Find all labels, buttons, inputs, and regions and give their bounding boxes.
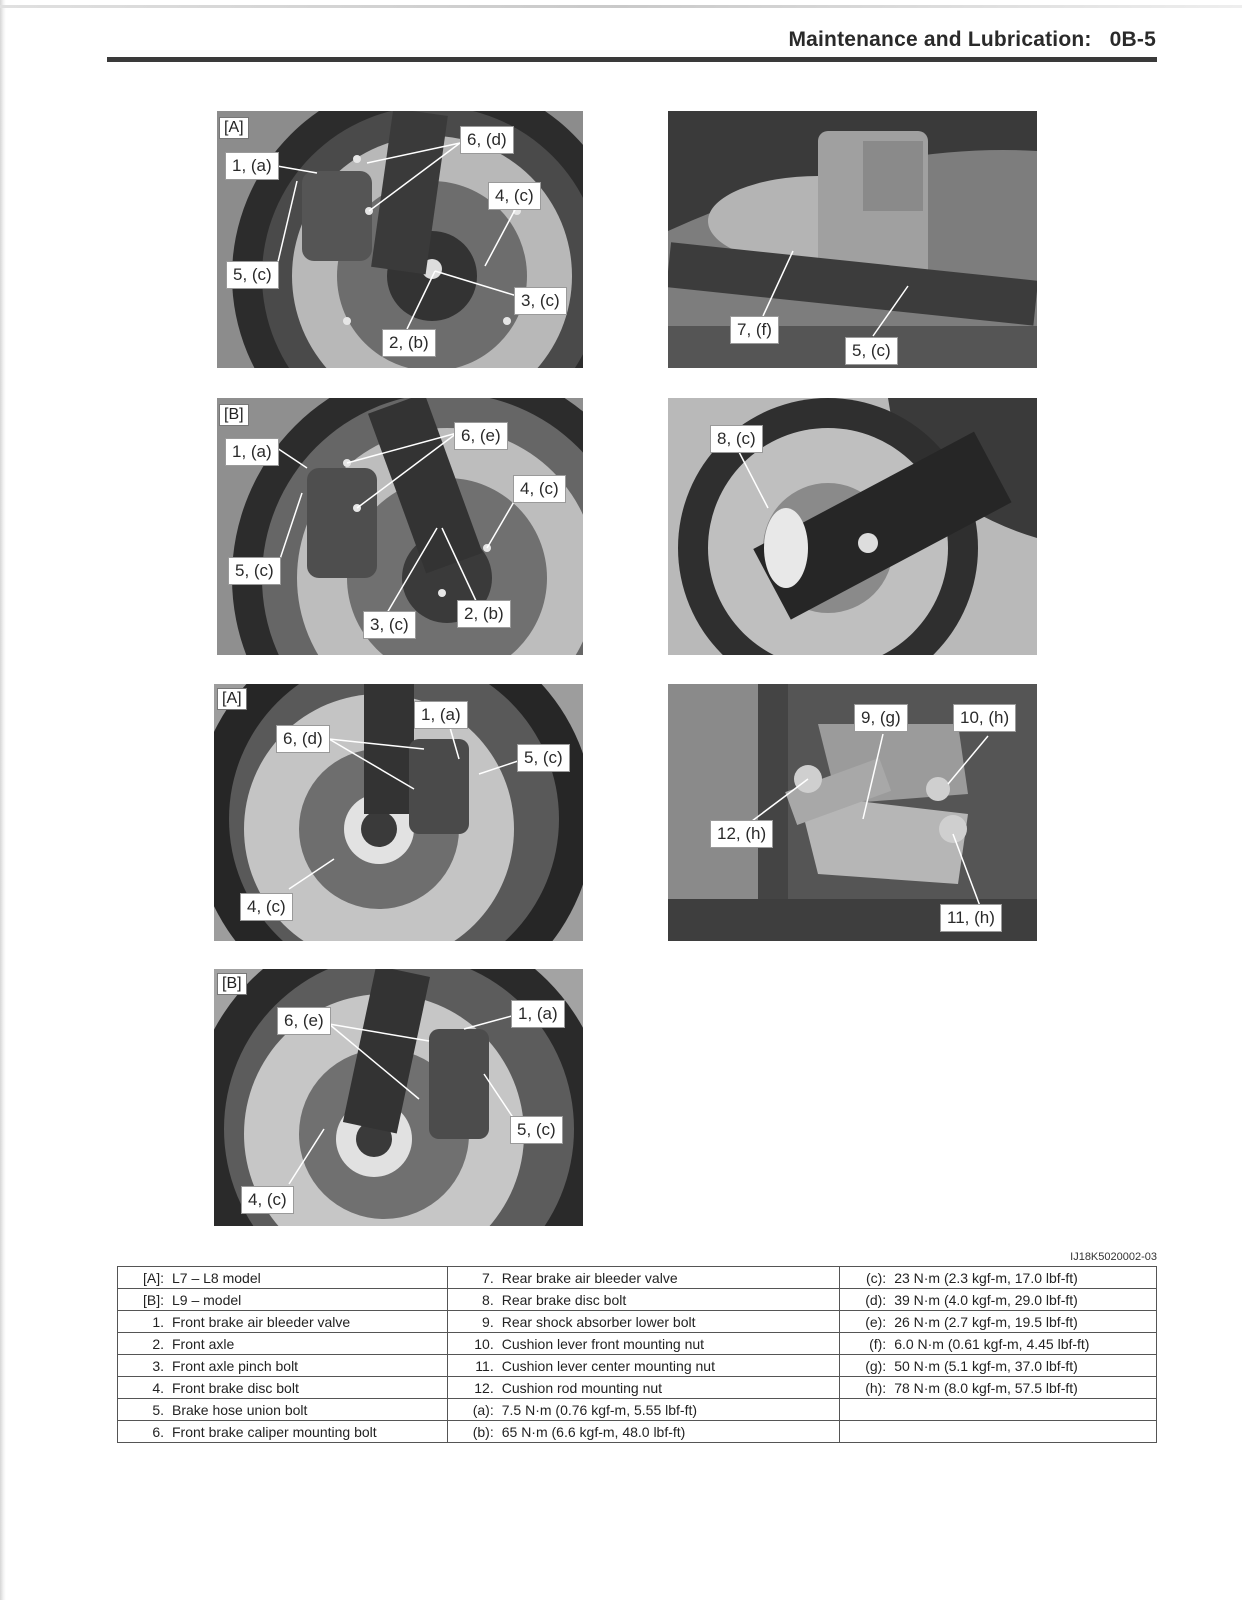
table-row (118, 1377, 1157, 1399)
legend-key: 8. (482, 1291, 494, 1308)
legend-key: (h): (865, 1379, 887, 1396)
callout-label: 4, (c) (241, 1186, 294, 1214)
callout-label: 6, (e) (454, 422, 508, 450)
callout-label: 1, (a) (511, 1000, 565, 1028)
legend-value: Brake hose union bolt (172, 1401, 308, 1418)
callout-label: 8, (c) (710, 425, 763, 453)
photo-rear-brake-disc (668, 398, 1037, 655)
legend-key: (g): (865, 1357, 887, 1374)
callout-label: 11, (h) (940, 904, 1002, 932)
callout-label: 4, (c) (488, 182, 541, 210)
photo-rear-brake-caliper (668, 111, 1037, 368)
legend-value: Front brake disc bolt (172, 1379, 299, 1396)
legend-key: (e): (865, 1313, 887, 1330)
photo-front-brake-a-bottom (214, 684, 583, 941)
legend-value: Front brake air bleeder valve (172, 1313, 351, 1330)
legend-value: 50 N·m (5.1 kgf-m, 37.0 lbf-ft) (894, 1357, 1078, 1374)
legend-value: Front axle pinch bolt (172, 1357, 299, 1374)
legend-value: 7.5 N·m (0.76 kgf-m, 5.55 lbf-ft) (501, 1401, 698, 1418)
model-label: [B] (219, 404, 249, 426)
legend-key: 6. (152, 1423, 164, 1440)
table-row (118, 1399, 1157, 1421)
legend-key: (d): (865, 1291, 887, 1308)
table-row (118, 1333, 1157, 1355)
model-label: [B] (217, 973, 247, 995)
legend-value: Cushion rod mounting nut (501, 1379, 663, 1396)
legend-key: (c): (865, 1269, 887, 1286)
table-row (118, 1311, 1157, 1333)
callout-label: 2, (b) (382, 329, 436, 357)
table-row (118, 1267, 1157, 1289)
callout-label: 5, (c) (510, 1116, 563, 1144)
table-row (118, 1289, 1157, 1311)
page-edge-shadow (0, 0, 6, 1600)
callout-label: 1, (a) (225, 152, 279, 180)
legend-key: 4. (152, 1379, 164, 1396)
legend-key: 12. (474, 1379, 494, 1396)
callout-label: 2, (b) (457, 600, 511, 628)
callout-label: 1, (a) (225, 438, 279, 466)
callout-label: 5, (c) (228, 557, 281, 585)
legend-table (117, 1266, 1157, 1443)
callout-label: 5, (c) (845, 337, 898, 365)
legend-value: Front axle (172, 1335, 235, 1352)
legend-key: 5. (152, 1401, 164, 1418)
legend-value: 23 N·m (2.3 kgf-m, 17.0 lbf-ft) (894, 1269, 1078, 1286)
legend-key: (b): (472, 1423, 494, 1440)
legend-value: Rear shock absorber lower bolt (501, 1313, 696, 1330)
figure-id: IJ18K5020002-03 (1070, 1251, 1157, 1263)
legend-value: L9 – model (172, 1291, 242, 1308)
legend-value: 65 N·m (6.6 kgf-m, 48.0 lbf-ft) (501, 1423, 686, 1440)
legend-value: Rear brake disc bolt (501, 1291, 627, 1308)
legend-value: Front brake caliper mounting bolt (172, 1423, 377, 1440)
legend-value: 6.0 N·m (0.61 kgf-m, 4.45 lbf-ft) (894, 1335, 1090, 1352)
page-top-edge (0, 5, 1242, 8)
callout-label: 4, (c) (513, 475, 566, 503)
model-label: [A] (217, 688, 247, 710)
legend-key: [A]: (142, 1269, 164, 1286)
callout-label: 6, (e) (277, 1007, 331, 1035)
callout-label: 4, (c) (240, 893, 293, 921)
legend-value: 26 N·m (2.7 kgf-m, 19.5 lbf-ft) (894, 1313, 1078, 1330)
legend-key: (f): (869, 1335, 887, 1352)
callout-label: 9, (g) (854, 704, 908, 732)
rear-caliper-illustration (668, 111, 1037, 368)
photo-front-brake-b-top (217, 398, 583, 655)
legend-key: 3. (152, 1357, 164, 1374)
model-label: [A] (219, 117, 249, 139)
legend-key: 10. (474, 1335, 494, 1352)
callout-label: 7, (f) (730, 316, 779, 344)
legend-value: Cushion lever front mounting nut (501, 1335, 705, 1352)
callout-label: 12, (h) (710, 820, 773, 848)
callout-label: 3, (c) (363, 611, 416, 639)
photo-front-brake-a-top (217, 111, 583, 368)
legend-value: 78 N·m (8.0 kgf-m, 57.5 lbf-ft) (894, 1379, 1078, 1396)
legend-value: Rear brake air bleeder valve (501, 1269, 678, 1286)
legend-key: 2. (152, 1335, 164, 1352)
legend-key: 9. (482, 1313, 494, 1330)
legend-value: 39 N·m (4.0 kgf-m, 29.0 lbf-ft) (894, 1291, 1078, 1308)
photo-rear-suspension-linkage (668, 684, 1037, 941)
photo-front-brake-b-bottom (214, 969, 583, 1226)
legend-value: Cushion lever center mounting nut (501, 1357, 715, 1374)
table-row (118, 1355, 1157, 1377)
callout-label: 10, (h) (953, 704, 1016, 732)
legend-key: [B]: (142, 1291, 164, 1308)
legend-key: 11. (475, 1357, 494, 1374)
legend-key: 7. (482, 1269, 494, 1286)
callout-label: 6, (d) (460, 126, 514, 154)
callout-label: 1, (a) (414, 701, 468, 729)
legend-value: L7 – L8 model (172, 1269, 261, 1286)
callout-label: 3, (c) (514, 287, 567, 315)
legend-key: (a): (472, 1401, 494, 1418)
callout-label: 5, (c) (517, 744, 570, 772)
page-header-title: Maintenance and Lubrication: 0B-5 (788, 28, 1156, 51)
callout-label: 6, (d) (276, 725, 330, 753)
legend-key: 1. (152, 1313, 164, 1330)
callout-label: 5, (c) (226, 261, 279, 289)
header-rule (107, 57, 1157, 62)
table-row (118, 1421, 1157, 1443)
